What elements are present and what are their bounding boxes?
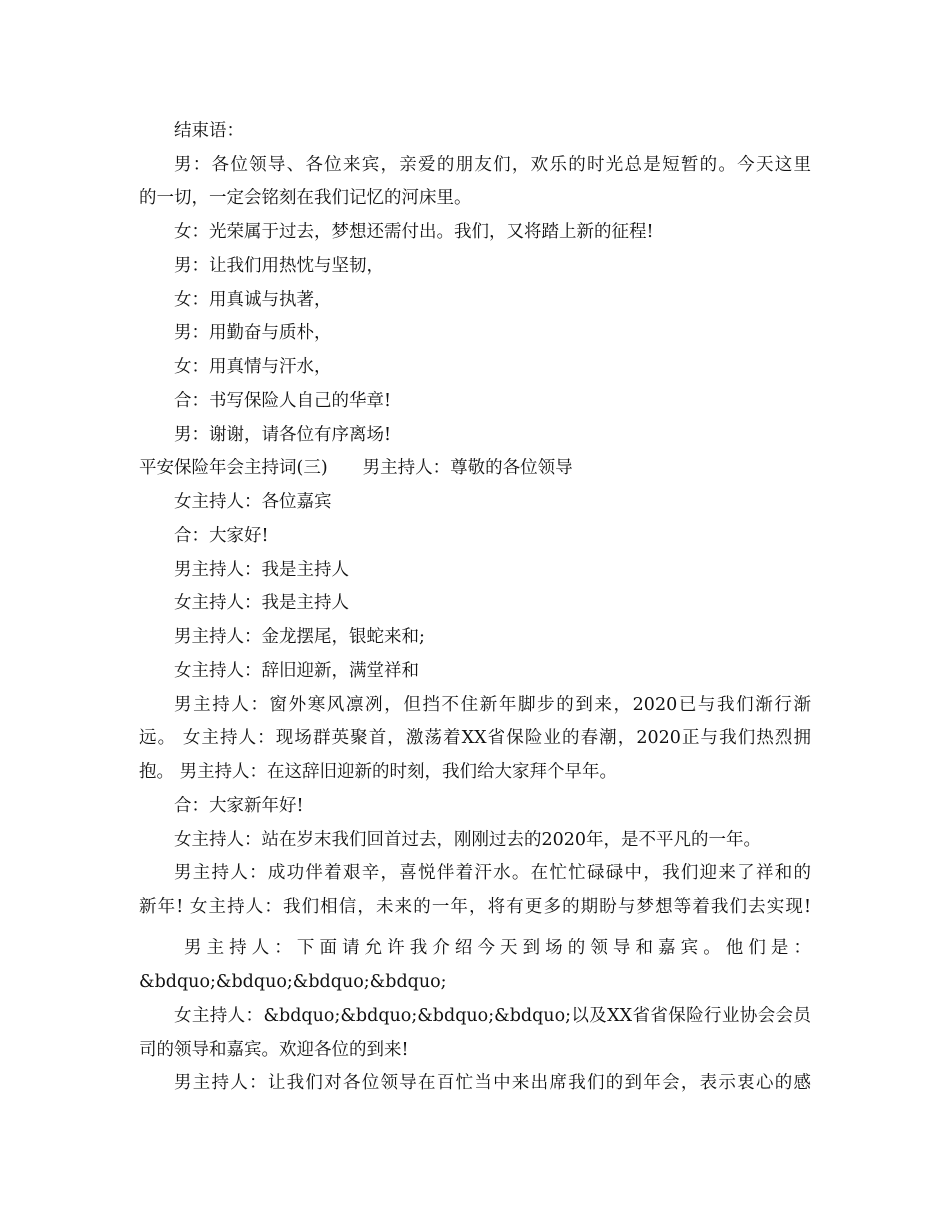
text-line: 女：光荣属于过去，梦想还需付出。我们，又将踏上新的征程!	[174, 222, 654, 242]
text-line: 男主持人：让我们对各位领导在百忙当中来出席我们的到年会，表示衷心的感	[174, 1073, 811, 1093]
text-line: 合：大家新年好!	[174, 796, 304, 816]
section-heading: 平安保险年会主持词(三) 男主持人：尊敬的各位领导	[139, 458, 573, 478]
text-line: 女主持人：辞旧迎新，满堂祥和	[174, 661, 419, 681]
text-line: 远。 女主持人：现场群英聚首，激荡着XX省保险业的春潮，2020正与我们热烈拥	[139, 728, 811, 748]
text-line: 女主持人：我是主持人	[174, 593, 349, 613]
text-line: 女主持人：各位嘉宾	[174, 492, 332, 512]
text-line: 的一切，一定会铭刻在我们记忆的河床里。	[139, 188, 472, 208]
text-line: 男主持人：窗外寒风凛冽，但挡不住新年脚步的到来，2020已与我们渐行渐	[174, 695, 811, 715]
text-line: 结束语：	[174, 121, 244, 141]
text-line: 女：用真情与汗水，	[174, 357, 332, 377]
text-line: 新年! 女主持人：我们相信，未来的一年，将有更多的期盼与梦想等着我们去实现!	[139, 897, 811, 917]
text-line: 男：各位领导、各位来宾，亲爱的朋友们，欢乐的时光总是短暂的。今天这里	[174, 155, 811, 175]
text-line: 司的领导和嘉宾。欢迎各位的到来!	[139, 1040, 409, 1060]
text-line: 男：谢谢，请各位有序离场!	[174, 425, 392, 445]
text-line: 男：用勤奋与质朴，	[174, 323, 332, 343]
text-line: 男主持人：成功伴着艰辛，喜悦伴着汗水。在忙忙碌碌中，我们迎来了祥和的	[174, 863, 811, 883]
text-line: 女主持人：&bdquo;&bdquo;&bdquo;&bdquo;以及XX省省保险行业协会会员	[174, 1006, 811, 1026]
text-line: 合：书写保险人自己的华章!	[174, 391, 392, 411]
text-line: 女：用真诚与执著，	[174, 290, 332, 310]
text-line: 男主持人：我是主持人	[174, 560, 349, 580]
text-line: 男主持人：下面请允许我介绍今天到场的领导和嘉宾。他们是：	[184, 938, 811, 958]
text-line: 女主持人：站在岁末我们回首过去，刚刚过去的2020年，是不平凡的一年。	[174, 830, 762, 850]
text-line: &bdquo;&bdquo;&bdquo;&bdquo;	[139, 972, 447, 992]
text-line: 男：让我们用热忱与坚韧，	[174, 256, 384, 276]
text-line: 抱。 男主持人：在这辞旧迎新的时刻，我们给大家拜个早年。	[139, 762, 618, 782]
text-line: 合：大家好!	[174, 526, 269, 546]
text-line: 男主持人：金龙摆尾，银蛇来和;	[174, 627, 425, 647]
